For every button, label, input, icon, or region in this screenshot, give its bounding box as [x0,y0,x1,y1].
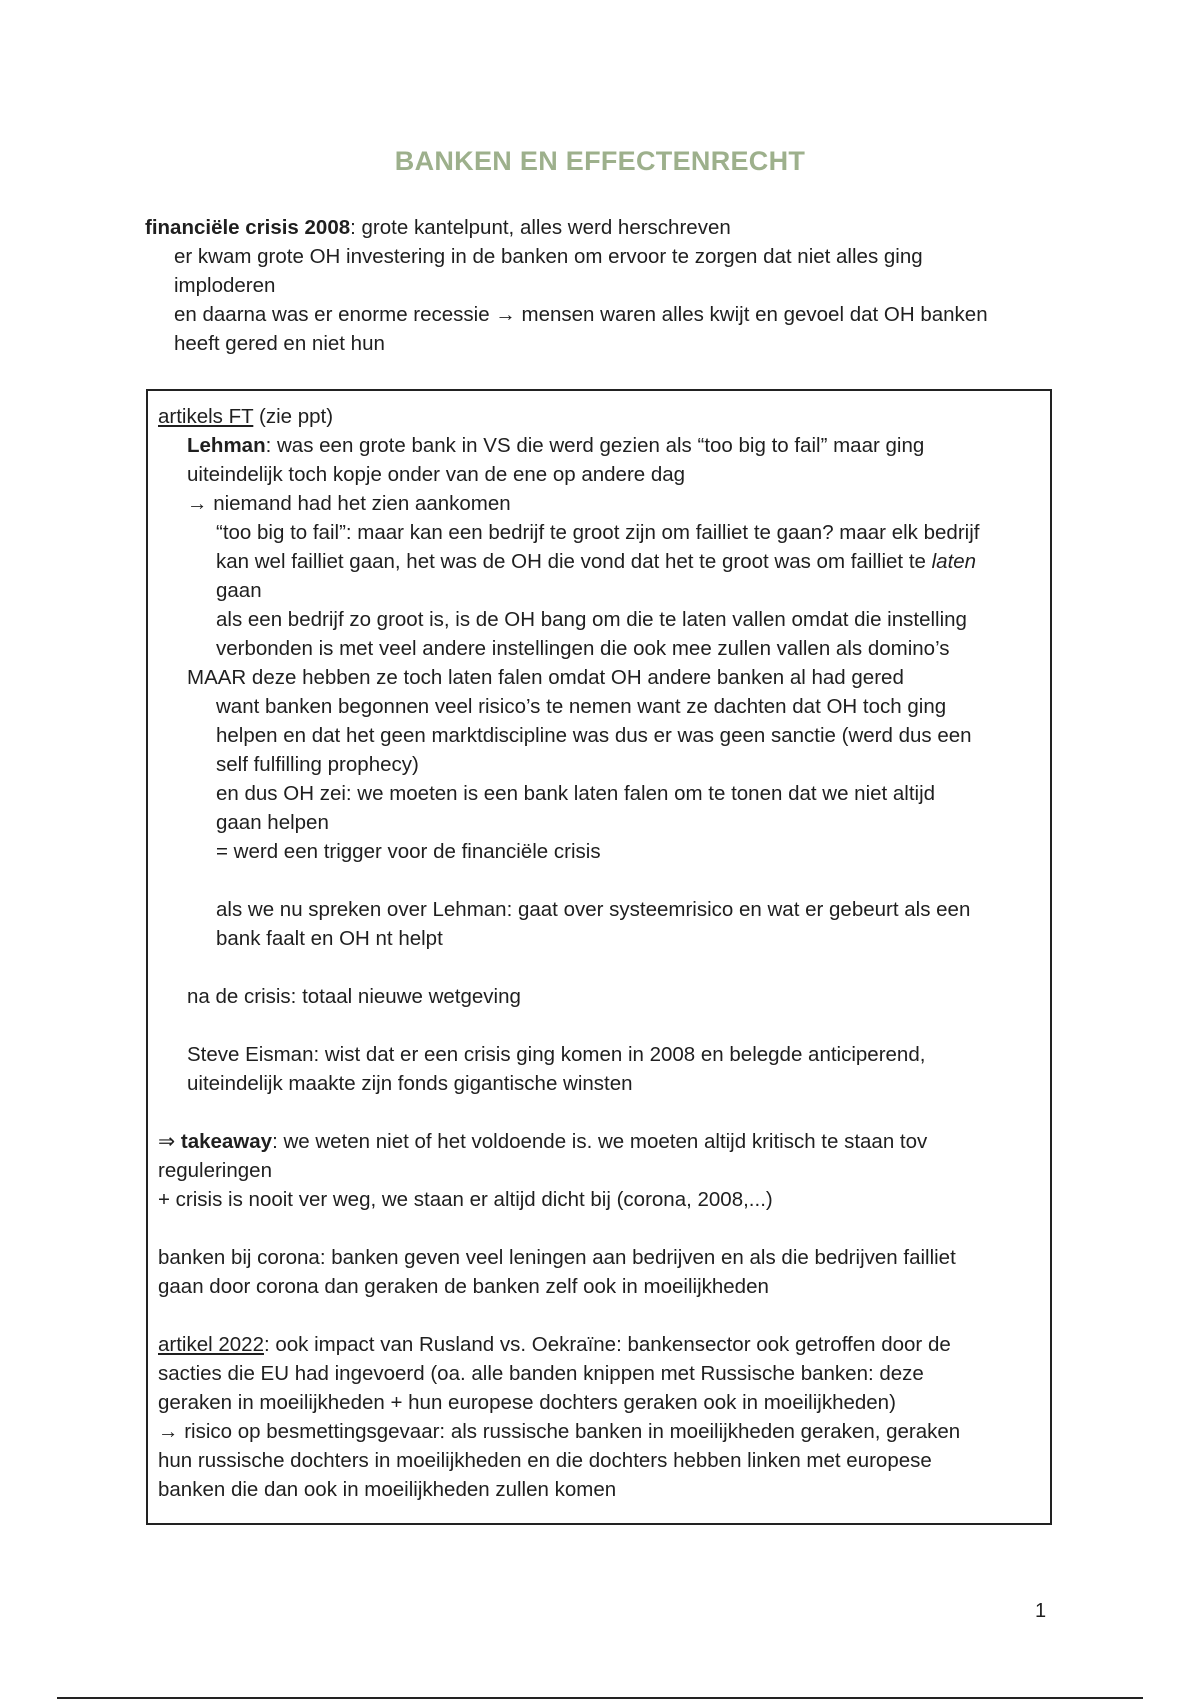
intro-line: imploderen [174,274,276,297]
text-line: als we nu spreken over Lehman: gaat over systeemrisico en wat er gebeurt als een [216,898,971,921]
text-line: bank faalt en OH nt helpt [216,927,443,950]
text-line: uiteindelijk maakte zijn fonds gigantische winsten [187,1072,633,1095]
intro-line: er kwam grote OH investering in de banken om ervoor te zorgen dat niet alles ging [174,245,923,268]
text-line: na de crisis: totaal nieuwe wetgeving [187,985,521,1008]
text-line: en dus OH zei: we moeten is een bank laten falen om te tonen dat we niet altijd [216,782,936,805]
text-line: “too big to fail”: maar kan een bedrijf te groot zijn om failliet te gaan? maar elk bedrijf [216,521,980,544]
text-line: self fulfilling prophecy) [216,753,419,776]
text-line: banken die dan ook in moeilijkheden zullen komen [158,1478,617,1501]
text-line: gaan [216,579,262,602]
intro-line: en daarna was er enorme recessie → mensen waren alles kwijt en gevoel dat OH banken [174,303,988,326]
text-line: helpen en dat het geen marktdiscipline was dus er was geen sanctie (werd dus een [216,724,972,747]
emphasis-laten: laten [931,550,977,573]
spacer [158,953,1040,982]
page-title: BANKEN EN EFFECTENRECHT [394,146,806,176]
takeaway-term: takeaway [180,1130,273,1153]
text-line: banken bij corona: banken geven veel leningen aan bedrijven en als die bedrijven failliet [158,1246,956,1269]
lehman-term: Lehman [187,434,266,457]
text-line: reguleringen [158,1159,272,1182]
text-line: → niemand had het zien aankomen [187,492,511,515]
text-line: als een bedrijf zo groot is, is de OH bang om die te laten vallen omdat die instelling [216,608,967,631]
text-line: Steve Eisman: wist dat er een crisis ging komen in 2008 en belegde anticiperend, [187,1043,926,1066]
spacer [158,1301,1040,1330]
spacer [158,866,1040,895]
text-line: geraken in moeilijkheden + hun europese dochters geraken ook in moeilijkheden) [158,1391,896,1414]
footer-divider [57,1697,1143,1699]
text-line: = werd een trigger voor de financiële crisis [216,840,601,863]
text-line: gaan door corona dan geraken de banken zelf ook in moeilijkheden [158,1275,769,1298]
text-line: want banken begonnen veel risico’s te nemen want ze dachten dat OH toch ging [216,695,947,718]
text-line: + crisis is nooit ver weg, we staan er altijd dicht bij (corona, 2008,...) [158,1188,773,1211]
intro-line: heeft gered en niet hun [174,332,385,355]
intro-line: financiële crisis 2008: grote kantelpunt, alles werd herschreven [145,216,731,239]
text-line: uiteindelijk toch kopje onder van de ene op andere dag [187,463,686,486]
spacer [158,1214,1040,1243]
intro-section [145,213,1065,358]
spacer [158,1011,1040,1040]
spacer [158,1098,1040,1127]
text-line: → risico op besmettingsgevaar: als russische banken in moeilijkheden geraken, geraken [158,1420,961,1443]
intro-term: financiële crisis 2008 [145,216,351,239]
text-line: sacties die EU had ingevoerd (oa. alle banden knippen met Russische banken: deze [158,1362,924,1385]
text-line: hun russische dochters in moeilijkheden en die dochters hebben linken met europese [158,1449,932,1472]
text-line: verbonden is met veel andere instellingen die ook mee zullen vallen als domino’s [216,637,950,660]
article-2022-line: artikel 2022: ook impact van Rusland vs. Oekraïne: bankensector ook getroffen door de [158,1333,951,1356]
articles-heading: artikels FT [158,405,254,428]
text-line: gaan helpen [216,811,329,834]
text-line: MAAR deze hebben ze toch laten falen omdat OH andere banken al had gered [187,666,904,689]
page-number: 1 [1035,1600,1047,1622]
notes-box [146,389,1052,1525]
takeaway-line: ⇒ takeaway: we weten niet of het voldoende is. we moeten altijd kritisch te staan tov [158,1130,928,1153]
text-line: kan wel failliet gaan, het was de OH die vond dat het te groot was om failliet te laten [216,550,977,573]
article-2022-heading: artikel 2022 [158,1333,264,1356]
double-arrow-icon: ⇒ [158,1130,181,1153]
text-line: Lehman: was een grote bank in VS die werd gezien als “too big to fail” maar ging [187,434,925,457]
articles-heading-line: artikels FT (zie ppt) [158,405,334,428]
